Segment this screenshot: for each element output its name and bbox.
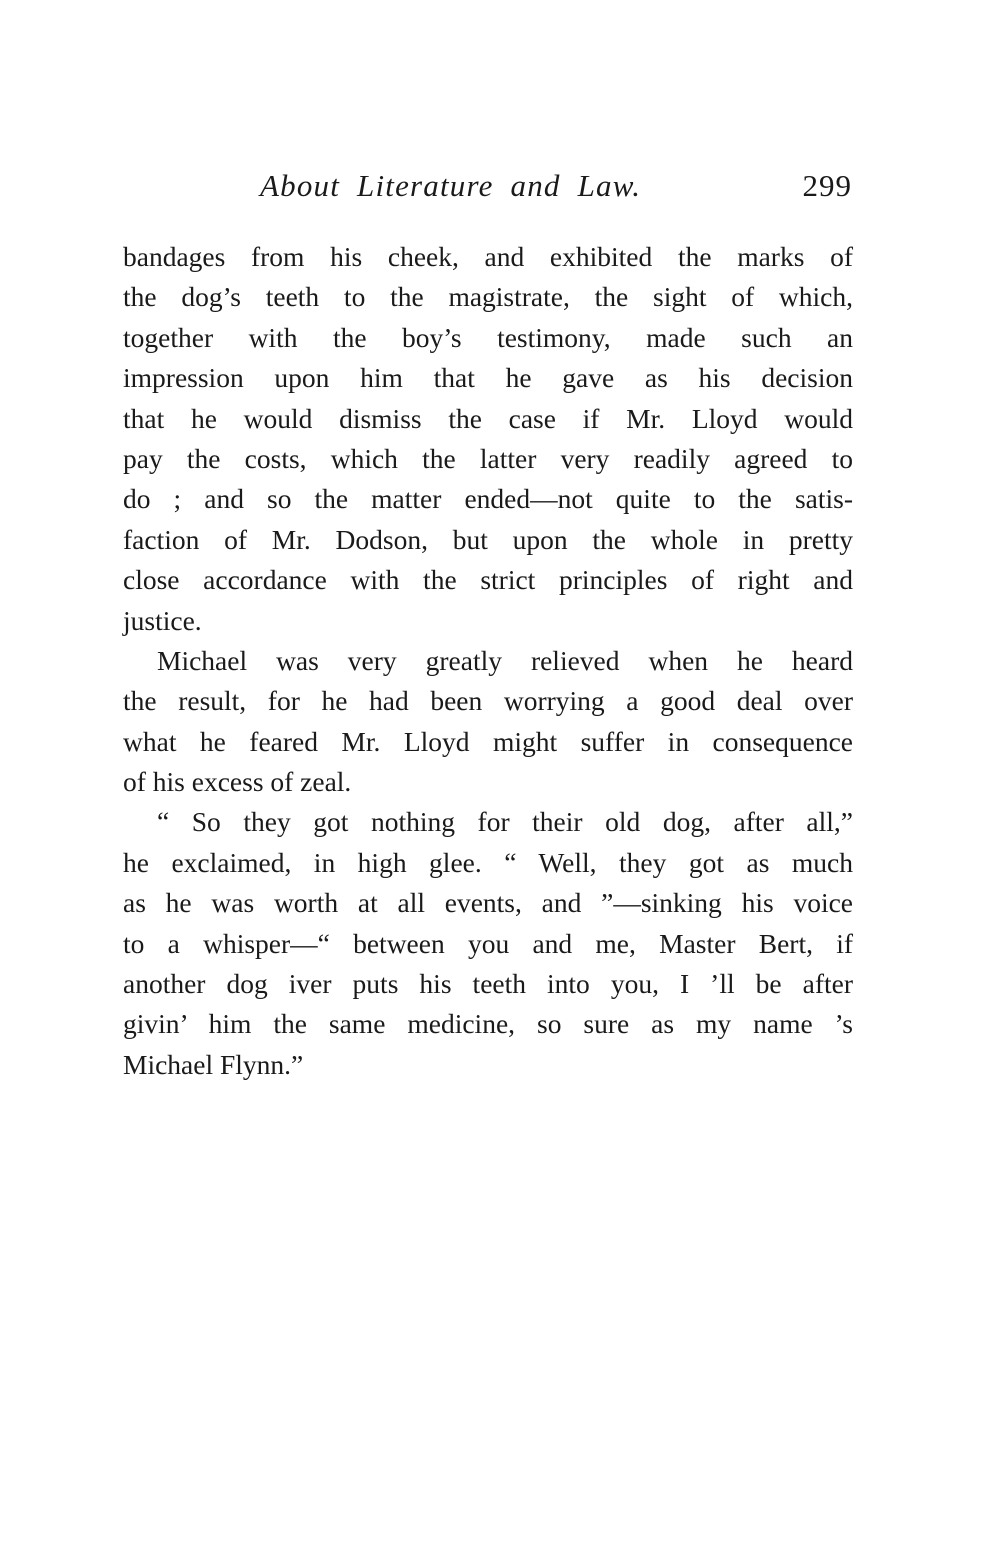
running-title: About Literature and Law. [260, 168, 642, 203]
text-line: faction of Mr. Dodson, but upon the whole in pretty [123, 523, 853, 555]
paragraph-3 [123, 802, 853, 1085]
text-line: do ; and so the matter ended—not quite to the satis- [123, 483, 853, 515]
page-number: 299 [802, 168, 852, 203]
paragraph-1 [123, 237, 853, 641]
text-line: givin’ him the same medicine, so sure as my name ’s [123, 1008, 853, 1040]
text-line: of his excess of zeal. [123, 766, 352, 798]
text-line: what he feared Mr. Lloyd might suffer in consequence [123, 725, 853, 757]
text-line: impression upon him that he gave as his decision [123, 362, 853, 394]
text-line: that he would dismiss the case if Mr. Lloyd would [123, 402, 853, 434]
text-line: to a whisper—“ between you and me, Master Bert, if [123, 927, 853, 959]
text-line: the dog’s teeth to the magistrate, the sight of which, [123, 281, 853, 313]
text-line: together with the boy’s testimony, made such an [123, 321, 853, 353]
text-line: “ So they got nothing for their old dog, after all,” [157, 806, 853, 838]
text-line: justice. [123, 604, 202, 636]
text-line: bandages from his cheek, and exhibited the marks of [123, 241, 853, 272]
text-line: pay the costs, which the latter very readily agreed to [123, 442, 853, 474]
paragraph-2 [123, 641, 853, 803]
text-line: close accordance with the strict principles of right and [123, 564, 853, 596]
text-line: Michael Flynn.” [123, 1048, 304, 1080]
text-line: as he was worth at all events, and ”—sinking his voice [123, 887, 853, 919]
text-line: the result, for he had been worrying a good deal over [123, 685, 853, 717]
body-text [123, 237, 853, 1085]
running-head [122, 168, 852, 212]
text-line: Michael was very greatly relieved when he heard [157, 644, 853, 676]
text-line: another dog iver puts his teeth into you, I ’ll be after [123, 968, 853, 1000]
text-line: he exclaimed, in high glee. “ Well, they got as much [123, 846, 853, 878]
